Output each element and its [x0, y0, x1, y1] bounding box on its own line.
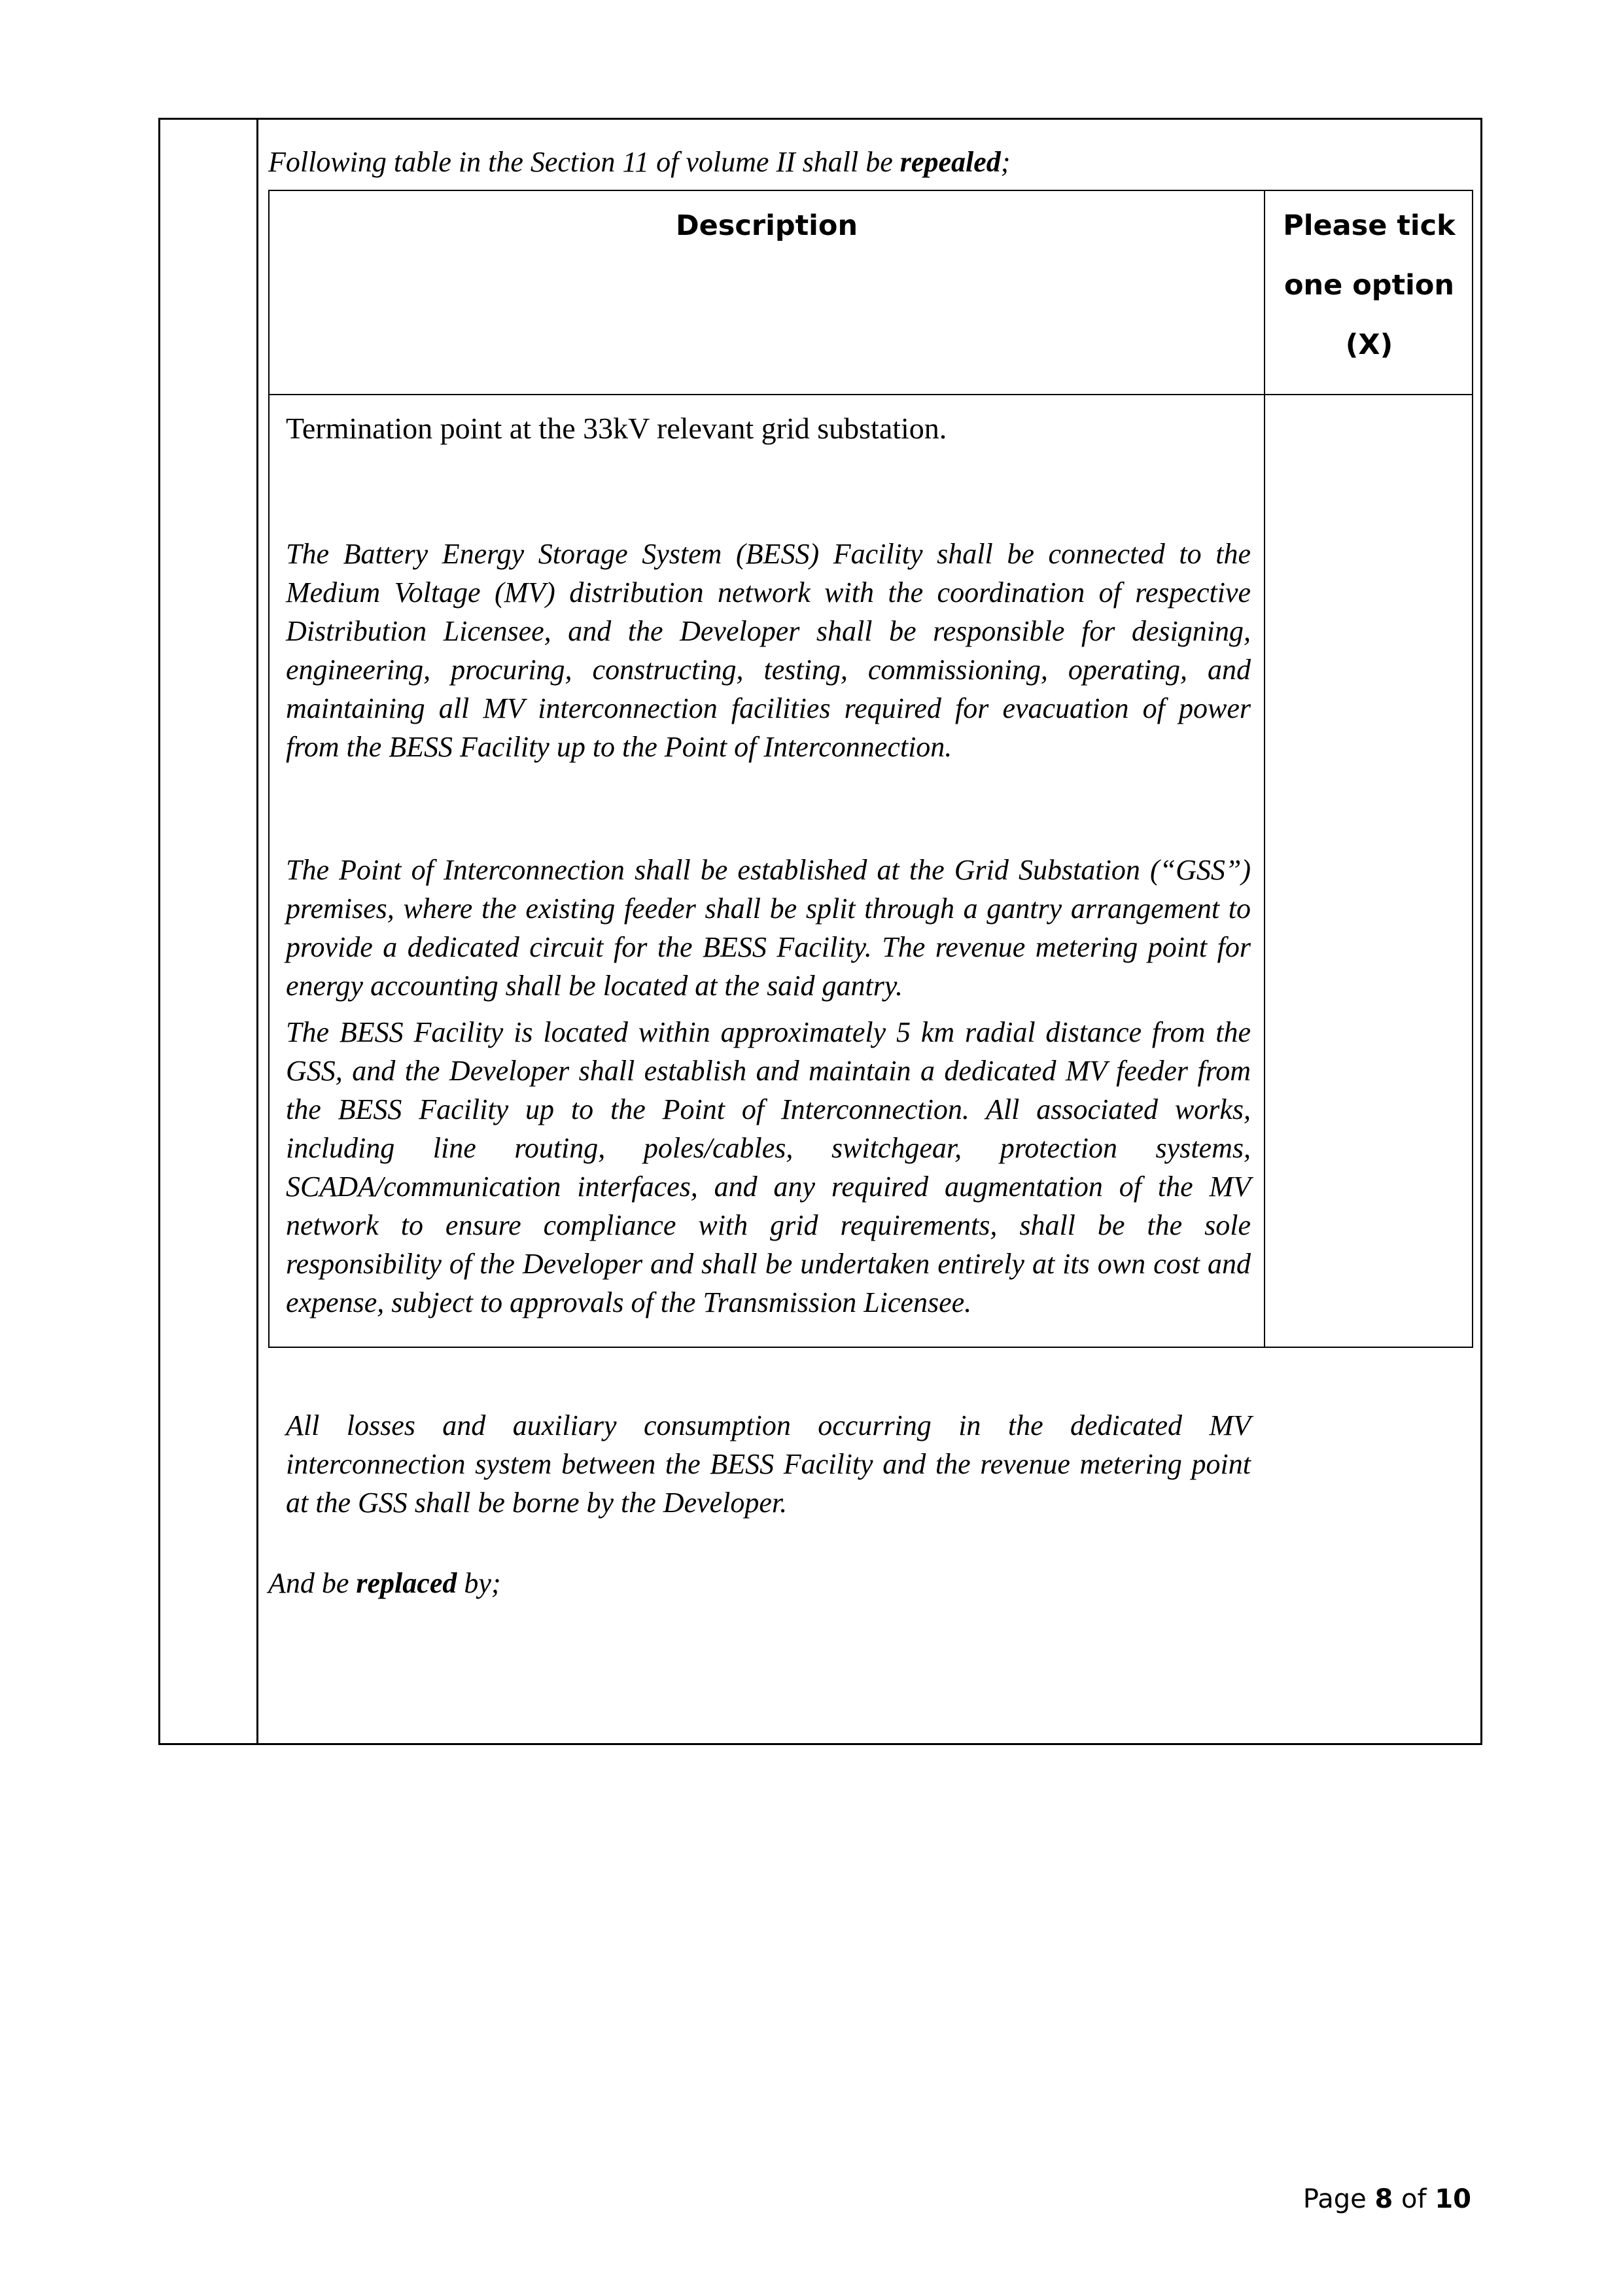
- header-tick-line-2: one option: [1283, 269, 1455, 302]
- description-cell: [286, 410, 1251, 1522]
- tick-option-cell[interactable]: [1265, 395, 1473, 1347]
- closing-emphasis: replaced: [356, 1567, 457, 1599]
- termination-point-text: Termination point at the 33kV relevant grid substation.: [286, 412, 947, 445]
- page-label: Page: [1302, 2184, 1367, 2214]
- frame-column-divider: [256, 120, 258, 1743]
- header-tick-option: [1265, 196, 1473, 375]
- of-label: of: [1401, 2184, 1427, 2214]
- page-number: [1303, 2184, 1471, 2214]
- current-page: 8: [1374, 2184, 1393, 2214]
- closing-suffix: by;: [457, 1567, 501, 1599]
- repealed-table: [268, 190, 1473, 1519]
- paragraph-losses: All losses and auxiliary consumption occurring in the dedicated MV interconnection system between the BESS Facility and the revenue metering point at the GSS shall be borne by the Developer.: [286, 1409, 1251, 1519]
- intro-statement: [268, 145, 1010, 180]
- closing-statement: [268, 1566, 501, 1601]
- closing-prefix: And be: [268, 1567, 357, 1599]
- intro-suffix: ;: [1000, 146, 1011, 178]
- total-pages: 10: [1435, 2184, 1471, 2214]
- header-description: Description: [675, 209, 858, 242]
- header-tick-line-3: (X): [1345, 328, 1393, 361]
- paragraph-bess-connection: The Battery Energy Storage System (BESS) Facility shall be connected to the Medium Voltage (MV) distribution network with the coordination of respective Distribution Licensee, and the Developer shall be responsible for designing, engineering, procuring, constructing, testing, commissioning, operating, and maintaining all MV interconnection facilities required for evacuation of power from the BESS Facility up to the Point of Interconnection.: [286, 538, 1251, 763]
- paragraph-point-of-interconnection: The Point of Interconnection shall be established at the Grid Substation (“GSS”) premises, where the existing feeder shall be split through a gantry arrangement to provide a dedicated circuit for the BESS Facility. The revenue metering point for energy accounting shall be located at the said gantry.: [286, 854, 1251, 1002]
- header-tick-line-1: Please tick: [1283, 209, 1456, 242]
- intro-emphasis: repealed: [899, 146, 1001, 178]
- intro-prefix: Following table in the Section 11 of volume II shall be: [268, 146, 900, 178]
- paragraph-dedicated-feeder: The BESS Facility is located within approximately 5 km radial distance from the GSS, and the Developer shall establish and maintain a dedicated MV feeder from the BESS Facility up to the Point of Interconnection. All associated works, including line routing, poles/cables, switchgear, protection systems, SCADA/communication interfaces, and any required augmentation of the MV network to ensure compliance with grid requirements, shall be the sole responsibility of the Developer and shall be undertaken entirely at its own cost and expense, subject to approvals of the Transmission Licensee.: [286, 1016, 1251, 1318]
